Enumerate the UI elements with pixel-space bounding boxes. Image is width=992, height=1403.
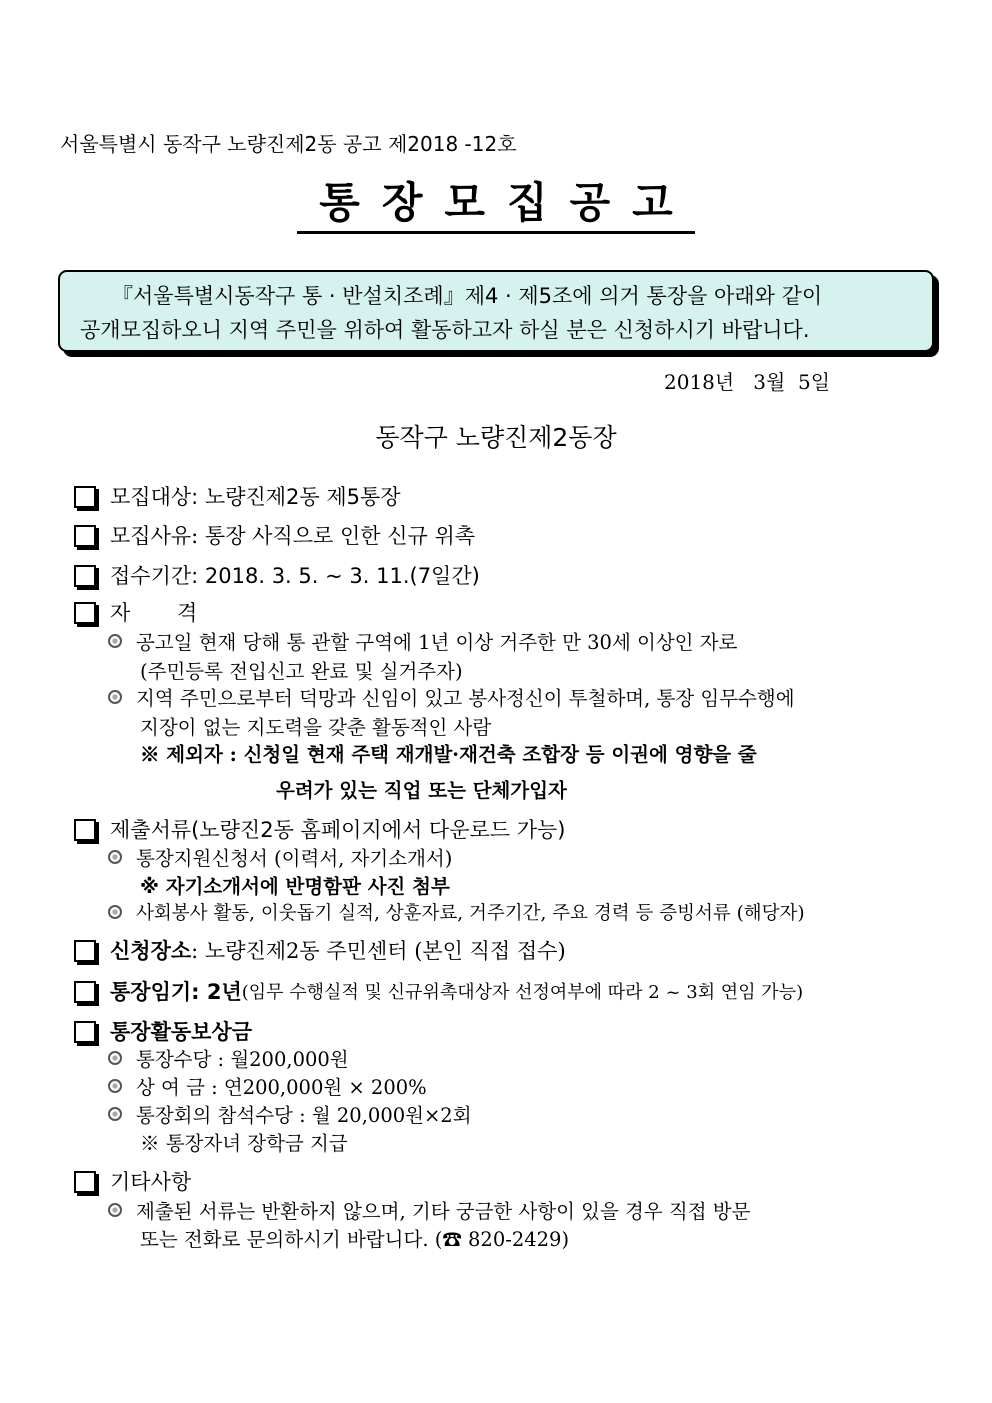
checkbox-icon bbox=[74, 565, 96, 587]
intro-line-1: 『서울특별시동작구 통 · 반설치조례』제4 · 제5조에 의거 통장을 아래와 같이 bbox=[112, 284, 823, 308]
section-value: : 노량진제2동 제5통장 bbox=[191, 485, 401, 509]
section-label: 통장활동보상금 bbox=[110, 1020, 253, 1044]
section-documents bbox=[74, 814, 566, 844]
bullet-icon bbox=[108, 634, 122, 648]
signer: 동작구 노량진제2동장 bbox=[375, 423, 617, 452]
intro-line-2: 공개모집하오니 지역 주민을 위하여 활동하고자 하실 분은 신청하시기 바랍니다. bbox=[80, 318, 810, 342]
list-item-continuation: (주민등록 전입신고 완료 및 실거주자) bbox=[140, 660, 463, 683]
bullet-icon bbox=[108, 905, 122, 919]
checkbox-icon bbox=[74, 602, 96, 624]
list-item bbox=[108, 1072, 427, 1100]
list-item bbox=[108, 1196, 750, 1224]
section-label: 모집사유 bbox=[110, 524, 192, 548]
checkbox-icon bbox=[74, 486, 96, 508]
photo-note: ※ 자기소개서에 반명함판 사진 첨부 bbox=[140, 875, 450, 898]
section-etc bbox=[74, 1166, 191, 1196]
checkbox-icon bbox=[74, 819, 96, 841]
exclusion-note: ※ 제외자 : 신청일 현재 주택 재개발·재건축 조합장 등 이권에 영향을 줄 bbox=[140, 743, 757, 766]
section-compensation bbox=[74, 1016, 252, 1046]
bullet-icon bbox=[108, 1203, 122, 1217]
section-label: 접수기간 bbox=[110, 564, 192, 588]
notice-number: 서울특별시 동작구 노량진제2동 공고 제2018 -12호 bbox=[60, 132, 517, 156]
list-item-text: 제출된 서류는 반환하지 않으며, 기타 궁금한 사항이 있을 경우 직접 방문 bbox=[136, 1200, 751, 1223]
list-item-text: 통장지원신청서 (이력서, 자기소개서) bbox=[136, 847, 453, 870]
section-value: : 2년 bbox=[191, 980, 242, 1004]
section-detail: (임무 수행실적 및 신규위촉대상자 선정여부에 따라 2 ~ 3회 연임 가능) bbox=[241, 982, 804, 1003]
list-item-text: 통장수당 : 월200,000원 bbox=[136, 1048, 349, 1071]
bullet-icon bbox=[108, 850, 122, 864]
section-label: 제출서류 bbox=[110, 818, 192, 842]
section-period bbox=[74, 560, 480, 590]
section-place bbox=[74, 935, 566, 965]
section-label: 통장임기 bbox=[110, 980, 192, 1004]
list-item bbox=[108, 843, 452, 871]
section-qualification bbox=[74, 597, 197, 627]
contact-line: 또는 전화로 문의하시기 바랍니다. (☎ 820-2429) bbox=[140, 1228, 570, 1251]
page-title: 통장모집공고 bbox=[0, 170, 992, 230]
list-item-text: 상 여 금 : 연200,000원 × 200% bbox=[136, 1076, 427, 1099]
list-item-text: 공고일 현재 당해 통 관할 구역에 1년 이상 거주한 만 30세 이상인 자로 bbox=[136, 631, 738, 654]
checkbox-icon bbox=[74, 981, 96, 1003]
section-target bbox=[74, 481, 401, 511]
list-item bbox=[108, 1044, 349, 1072]
list-item bbox=[108, 1100, 472, 1128]
checkbox-icon bbox=[74, 940, 96, 962]
section-value: : 2018. 3. 5. ~ 3. 11.(7일간) bbox=[191, 564, 480, 588]
section-term bbox=[74, 976, 803, 1006]
checkbox-icon bbox=[74, 1021, 96, 1043]
section-label: 자 격 bbox=[110, 601, 198, 625]
section-value: : 노량진제2동 주민센터 (본인 직접 접수) bbox=[191, 939, 566, 963]
notice-date: 2018년 3월 5일 bbox=[664, 370, 831, 394]
section-note: (노량진2동 홈페이지에서 다운로드 가능) bbox=[191, 818, 566, 842]
list-item-text: 지역 주민으로부터 덕망과 신임이 있고 봉사정신이 투철하며, 통장 임무수행에 bbox=[136, 687, 795, 710]
bullet-icon bbox=[108, 1107, 122, 1121]
list-item-text: 통장회의 참석수당 : 월 20,000원×2회 bbox=[136, 1104, 472, 1127]
list-item-continuation: 지장이 없는 지도력을 갖춘 활동적인 사람 bbox=[140, 716, 492, 739]
section-value: : 통장 사직으로 인한 신규 위촉 bbox=[191, 524, 476, 548]
section-label: 신청장소 bbox=[110, 939, 192, 963]
list-item-text: 사회봉사 활동, 이웃돕기 실적, 상훈자료, 거주기간, 주요 경력 등 증빙서류 (해당자) bbox=[136, 903, 805, 924]
exclusion-note-continuation: 우려가 있는 직업 또는 단체가입자 bbox=[276, 779, 567, 802]
bullet-icon bbox=[108, 1079, 122, 1093]
scholarship-note: ※ 통장자녀 장학금 지급 bbox=[140, 1132, 348, 1155]
list-item bbox=[108, 683, 795, 711]
checkbox-icon bbox=[74, 525, 96, 547]
list-item bbox=[108, 627, 737, 655]
list-item bbox=[108, 899, 805, 925]
section-label: 모집대상 bbox=[110, 485, 192, 509]
bullet-icon bbox=[108, 1051, 122, 1065]
section-label: 기타사항 bbox=[110, 1170, 192, 1194]
bullet-icon bbox=[108, 690, 122, 704]
section-reason bbox=[74, 520, 475, 550]
checkbox-icon bbox=[74, 1171, 96, 1193]
